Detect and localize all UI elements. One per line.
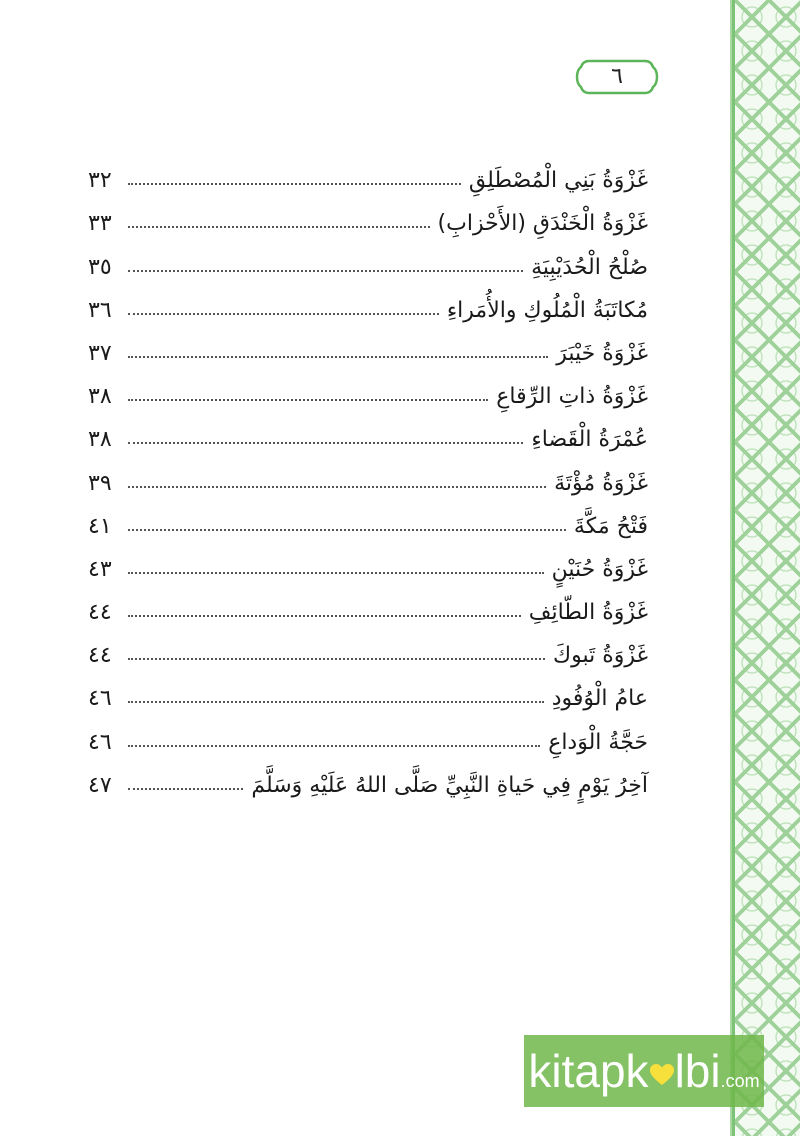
- page-number-cartouche: [575, 58, 659, 96]
- toc-leader-dots: [128, 442, 523, 444]
- toc-leader-dots: [128, 270, 523, 272]
- toc-row: [88, 711, 648, 754]
- toc-row: [88, 280, 648, 323]
- toc-leader-dots: [128, 658, 545, 660]
- toc-leader-dots: [128, 745, 540, 747]
- toc-row: [88, 236, 648, 279]
- toc-entry-page: ٣٧: [88, 340, 112, 366]
- toc-entry-title: غَزْوَةُ مُؤْتَةَ: [554, 470, 648, 496]
- toc-leader-dots: [128, 529, 566, 531]
- toc-entry-page: ٤١: [88, 513, 112, 539]
- toc-entry-page: ٣٦: [88, 297, 112, 323]
- toc-entry-page: ٣٢: [88, 168, 112, 194]
- toc-row: [88, 755, 648, 798]
- watermark-logo: [524, 1035, 764, 1107]
- toc-entry-title: غَزْوَةُ بَنِي الْمُصْطَلِقِ: [468, 168, 648, 194]
- toc-leader-dots: [128, 701, 544, 703]
- toc-entry-page: ٣٩: [88, 470, 112, 496]
- page-number: ٦: [611, 64, 623, 89]
- toc-entry-page: ٣٥: [88, 254, 112, 280]
- toc-entry-page: ٣٣: [88, 211, 112, 237]
- toc-leader-dots: [128, 399, 488, 401]
- toc-row: [88, 625, 648, 668]
- watermark-text: kitapk lbi.com: [528, 1045, 760, 1097]
- toc-row: [88, 582, 648, 625]
- toc-leader-dots: [128, 486, 546, 488]
- toc-entry-title: غَزْوَةُ خَيْبَرَ: [556, 340, 648, 366]
- toc-row: [88, 150, 648, 193]
- toc-row: [88, 496, 648, 539]
- toc-entry-title: صُلْحُ الْحُدَيْبِيَةِ: [531, 254, 648, 280]
- toc-entry-title: آخِرُ يَوْمٍ فِي حَياةِ النَّبِيِّ صَلَّى اللهُ عَلَيْهِ وَسَلَّمَ: [251, 772, 648, 798]
- toc-row: [88, 366, 648, 409]
- toc-entry-title: فَتْحُ مَكَّةَ: [573, 513, 648, 539]
- toc-entry-title: عامُ الْوُفُودِ: [551, 686, 648, 712]
- toc-leader-dots: [128, 183, 461, 185]
- toc-entry-page: ٤٧: [88, 772, 112, 798]
- toc-entry-page: ٣٨: [88, 384, 112, 410]
- toc-entry-title: غَزْوَةُ الطّائِفِ: [528, 600, 648, 626]
- toc-row: [88, 409, 648, 452]
- toc-row: [88, 193, 648, 236]
- toc-leader-dots: [128, 615, 521, 617]
- toc-entry-page: ٤٤: [88, 600, 112, 626]
- toc-leader-dots: [128, 788, 243, 790]
- toc-row: [88, 323, 648, 366]
- toc-entry-page: ٤٣: [88, 556, 112, 582]
- toc-row: [88, 452, 648, 495]
- toc-entry-title: مُكاتَبَةُ الْمُلُوكِ والأُمَراءِ: [446, 297, 648, 323]
- toc-leader-dots: [128, 356, 548, 358]
- decorative-border-pattern: [732, 0, 800, 1136]
- toc-leader-dots: [128, 313, 439, 315]
- toc-row: [88, 539, 648, 582]
- toc-entry-page: ٣٨: [88, 427, 112, 453]
- toc-entry-title: عُمْرَةُ الْقَضاءِ: [531, 427, 648, 453]
- toc-entry-title: غَزْوَةُ الْخَنْدَقِ (الأَحْزابِ): [437, 211, 648, 237]
- toc-entry-title: غَزْوَةُ حُنَيْنٍ: [551, 556, 648, 582]
- toc-entry-title: غَزْوَةُ تَبوكَ: [552, 643, 648, 669]
- toc-row: [88, 668, 648, 711]
- toc-entry-title: حَجَّةُ الْوَداعِ: [548, 729, 648, 755]
- table-of-contents: [88, 150, 648, 798]
- toc-entry-page: ٤٤: [88, 643, 112, 669]
- toc-leader-dots: [128, 226, 430, 228]
- toc-entry-title: غَزْوَةُ ذاتِ الرِّقاعِ: [496, 384, 648, 410]
- toc-entry-page: ٤٦: [88, 729, 112, 755]
- toc-entry-page: ٤٦: [88, 686, 112, 712]
- toc-leader-dots: [128, 572, 544, 574]
- heart-icon: [649, 1063, 675, 1087]
